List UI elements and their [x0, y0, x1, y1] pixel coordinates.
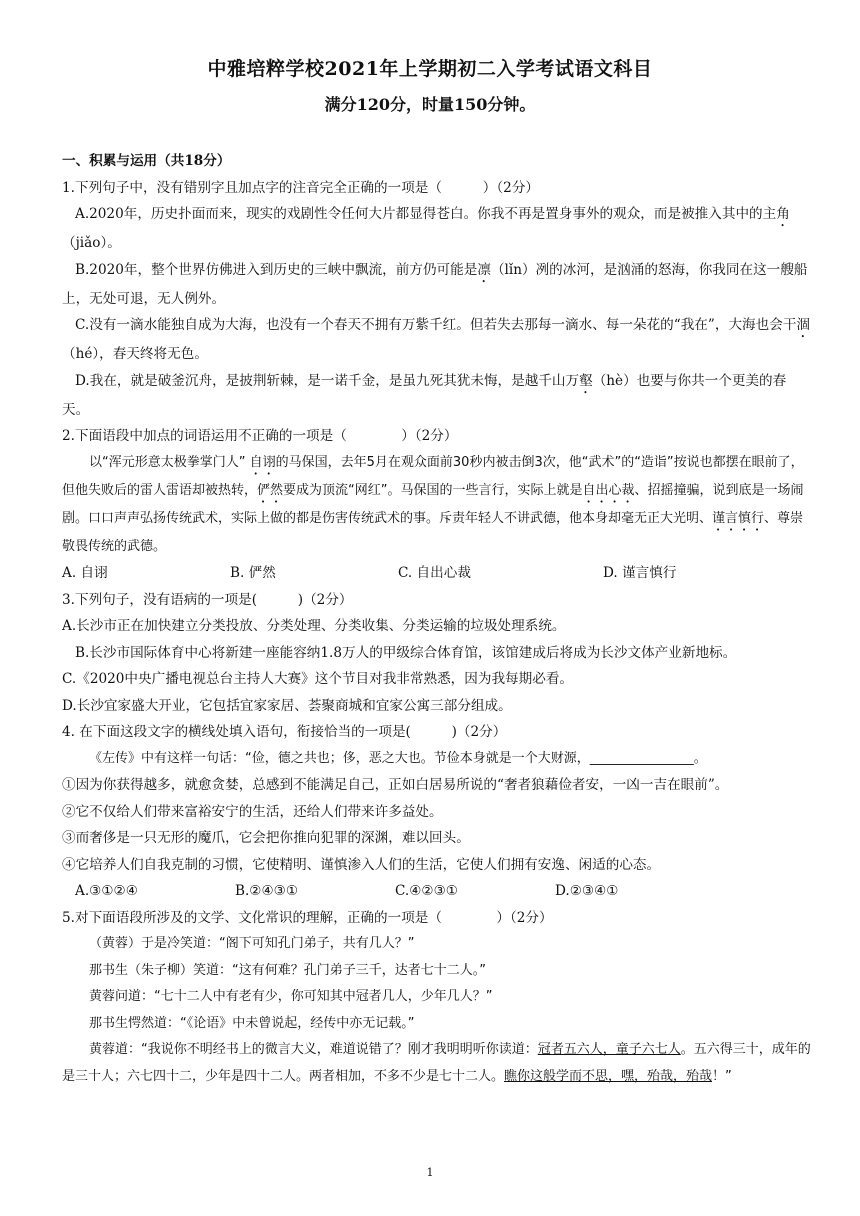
question-1-option-d: D.我在，就是破釜沉舟，是披荆斩棘，是一诺千金，是虽九死其犹未悔，是越千山万壑（hè）也要与你共一个更美的春天。	[62, 372, 787, 418]
page-number: 1	[426, 1166, 434, 1179]
section-heading: 一、积累与运用（共18分）	[62, 153, 231, 169]
question-4-sentence-1: ①因为你获得越多，就愈贪婪，总感到不能满足自己，正如白居易所说的“奢者狼藉俭者安，一凶一吉在眼前”。	[62, 777, 729, 793]
question-5-line: 黄蓉道：“我说你不明经书上的微言大义，难道说错了？刚才我明明听你读道：冠者五六人，童子六七人。五六得三十，成年的是三十人；六七四十二，少年是四十二人。两者相加，不多不少是七十二人。瞧你这般学而不思，嘿，殆哉，殆哉！”	[62, 1042, 811, 1084]
dotted-word: 谨言慎行	[712, 510, 765, 526]
question-1-option-b: B.2020年，整个世界仿佛进入到历史的三峡中飘流，前方仍可能是凛（lǐn）冽的冰河，是汹涌的怒海，你我同在这一艘船上，无处可退，无人例外。	[62, 261, 808, 307]
question-3-stem: 3.下列句子，没有语病的一项是( )（2分）	[62, 591, 353, 608]
option: D.②③④①	[555, 883, 619, 899]
question-3-option-b: B.长沙市国际体育中心将新建一座能容纳1.8万人的甲级综合体育馆，该馆建成后将成为长沙文体产业新地标。	[75, 644, 737, 661]
question-2-passage: 以“浑元形意太极拳掌门人” 自诩的马保国，去年5月在观众面前30秒内被击倒3次，他“武术”的“造诣”按说也都摆在眼前了，但他失败后的雷人雷语却被热转，俨然要成为顶流“网红”。马保国的一些言行，实际上就是自出心裁、招摇撞骗，说到底是一场闹剧。口口声声弘扬传统武术，实际上做的都是伤害传统武术的事。斥责年轻人不讲武德，他本身却毫无正大光明、谨言慎行、尊崇敬畏传统的武德。	[62, 454, 804, 554]
question-2-stem: 2.下面语段中加点的词语运用不正确的一项是（ ）（2分）	[62, 428, 458, 444]
question-1-stem: 1.下列句子中，没有错别字且加点字的注音完全正确的一项是（ ）（2分）	[62, 179, 540, 196]
question-5-line: 那书生愕然道：“《论语》中未曾说起，经传中亦无记载。”	[89, 1015, 415, 1031]
question-1-option-a: A.2020年，历史扑面而来，现实的戏剧性令任何大片都显得苍白。你我不再是置身事外的观众，而是被推入其中的主角（jiǎo）。	[62, 206, 790, 251]
exam-content	[62, 148, 812, 1090]
question-4-stem: 4. 在下面这段文字的横线处填入语句，衔接恰当的一项是( )（2分）	[62, 724, 507, 740]
dotted-char: 凛	[477, 261, 491, 278]
page-subtitle: 满分120分，时量150分钟。	[324, 95, 536, 114]
dotted-char: 角	[776, 206, 790, 222]
dotted-word: 俨然	[257, 482, 284, 498]
question-1-option-c: C.没有一滴水能独自成为大海，也没有一个春天不拥有万紫千红。但若失去那每一滴水、每一朵花的“我在”，大海也会干涸（hé），春天终将无色。	[62, 317, 811, 362]
option: A.③①②④	[75, 883, 138, 899]
option: C. 自出心裁	[398, 565, 471, 581]
question-4-sentence-4: ④它培养人们自我克制的习惯，它使精明、谨慎渗入人们的生活，它使人们拥有安逸、闲适的心态。	[62, 856, 661, 873]
option: B. 俨然	[230, 565, 276, 581]
question-4-sentence-2: ②它不仅给人们带来富裕安宁的生活，还给人们带来许多益处。	[62, 803, 443, 820]
question-3-option-c: C.《2020中央广播电视总台主持人大赛》这个节目对我非常熟悉，因为我每期必看。	[62, 671, 574, 687]
underlined-text: 瞧你这般学而不思，嘿，殆哉，殆哉	[504, 1068, 713, 1084]
underlined-text: 冠者五六人，童子六七人	[537, 1042, 681, 1057]
question-4-passage: 《左传》中有这样一句话：“俭，德之共也；侈，恶之大也。节俭本身就是一个大财源，________________。	[89, 750, 707, 766]
question-4-options	[62, 878, 812, 905]
question-5-line: 那书生（朱子柳）笑道：“这有何难？孔门弟子三千，达者七十二人。”	[89, 962, 486, 978]
dotted-word: 自出心裁	[582, 482, 635, 498]
question-3-option-d: D.长沙宜家盛大开业，它包括宜家家居、荟聚商城和宜家公寓三部分组成。	[62, 697, 512, 714]
dotted-char: 壑	[579, 372, 593, 389]
question-4-sentence-3: ③而奢侈是一只无形的魔爪，它会把你推向犯罪的深渊，难以回头。	[62, 830, 470, 846]
page-title: 中雅培粹学校2021年上学期初二入学考试语文科目	[207, 58, 653, 80]
question-2-options	[62, 560, 812, 587]
dotted-word: 自诩	[249, 454, 276, 470]
option: A. 自诩	[62, 565, 108, 581]
option: D. 谨言慎行	[603, 565, 677, 581]
dotted-char: 涸	[796, 317, 811, 333]
question-5-line: 黄蓉问道：“七十二人中有老有少，你可知其中冠者几人，少年几人？”	[89, 989, 493, 1004]
question-5-line: （黄蓉）于是冷笑道：“阁下可知孔门弟子，共有几人？”	[89, 936, 415, 951]
option: C.④②③①	[395, 883, 458, 899]
question-3-option-a: A.长沙市正在加快建立分类投放、分类处理、分类收集、分类运输的垃圾处理系统。	[62, 618, 566, 634]
question-5-stem: 5.对下面语段所涉及的文学、文化常识的理解，正确的一项是（ ）（2分）	[62, 909, 553, 926]
option: B.②④③①	[235, 883, 299, 899]
